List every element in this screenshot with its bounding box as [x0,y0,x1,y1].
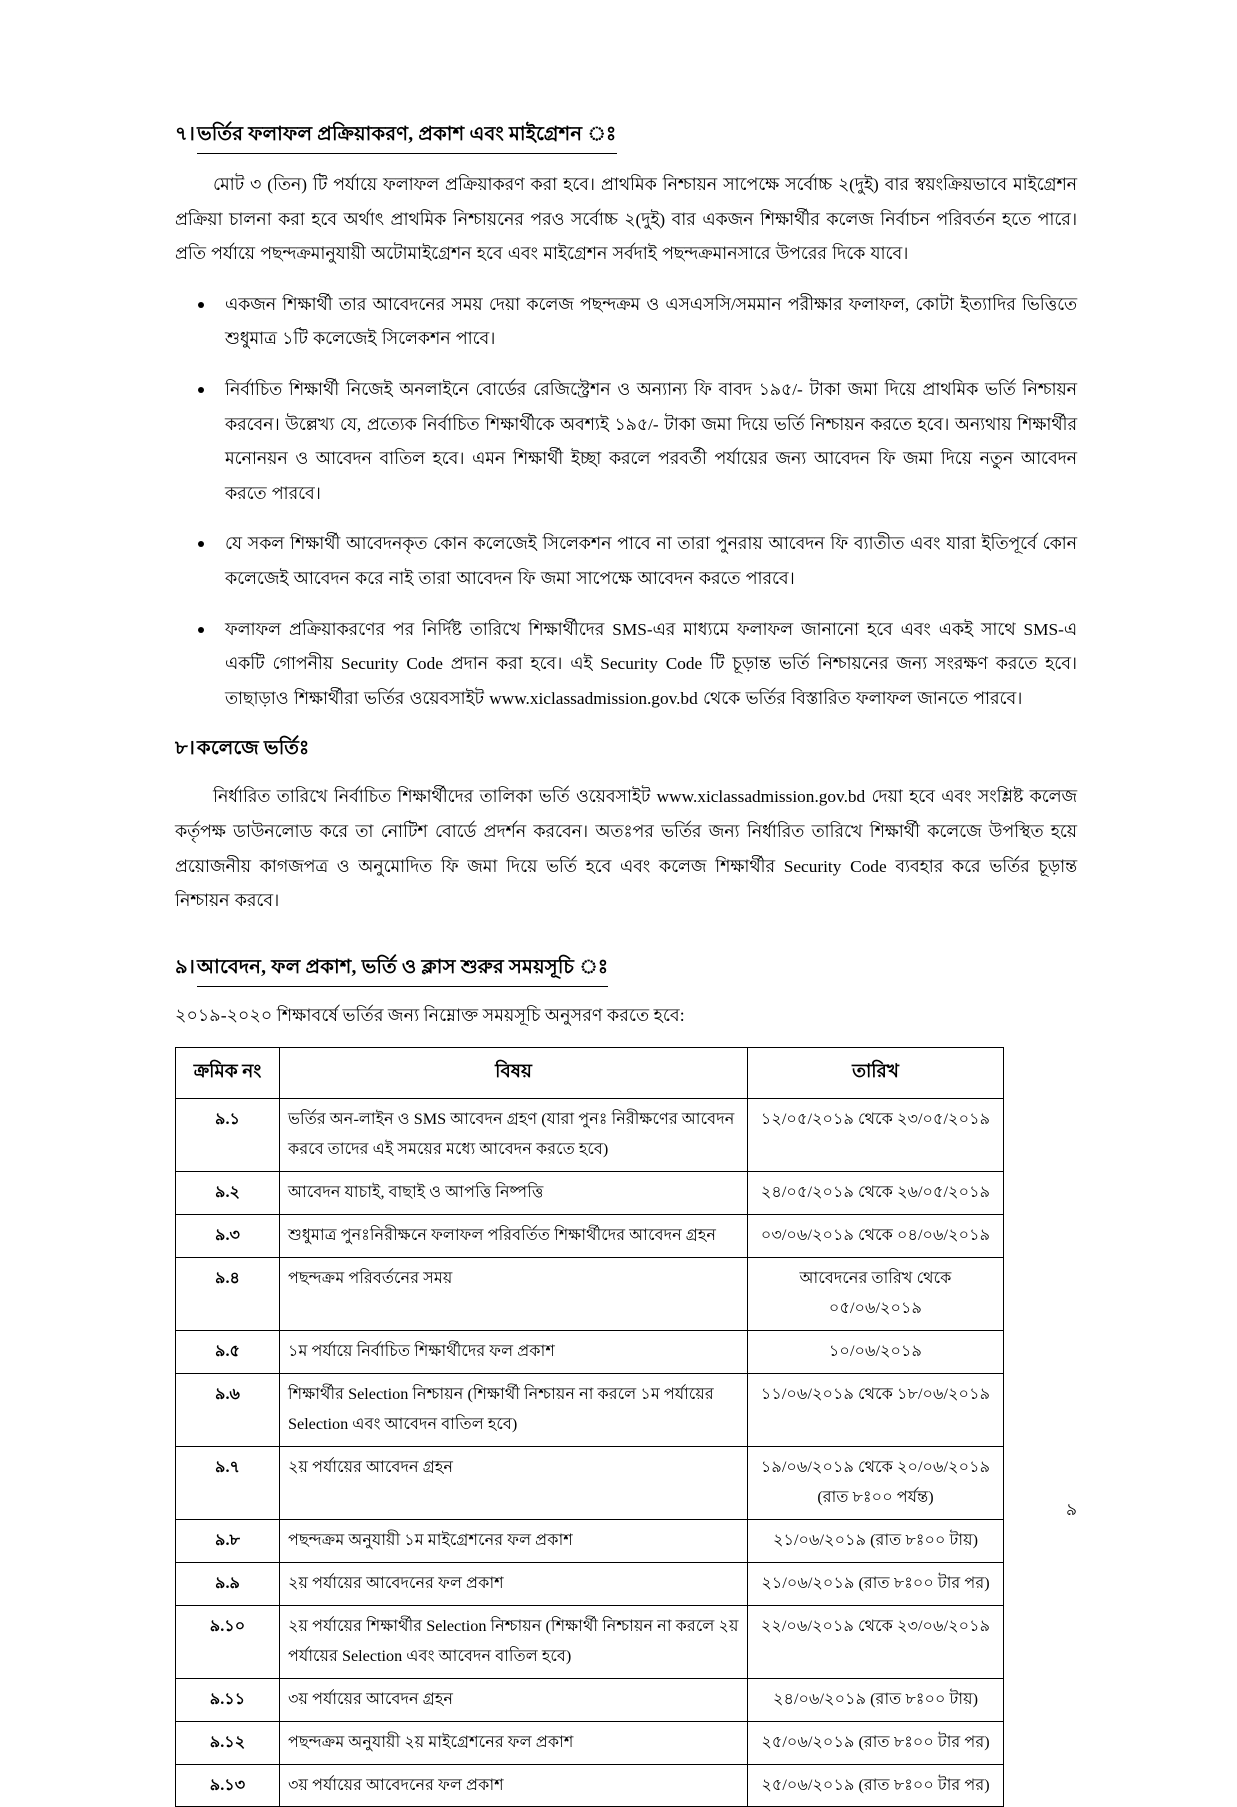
cell-subject: আবেদন যাচাই, বাছাই ও আপত্তি নিষ্পত্তি [280,1171,748,1214]
cell-serial: ৯.৭ [176,1446,280,1519]
column-header-date: তারিখ [748,1047,1004,1098]
section-9-heading [175,953,1077,987]
cell-subject: পছন্দক্রম অনুযায়ী ১ম মাইগ্রেশনের ফল প্রকাশ [280,1519,748,1562]
cell-serial: ৯.১৩ [176,1764,280,1807]
cell-date: ২২/০৬/২০১৯ থেকে ২৩/০৬/২০১৯ [748,1605,1004,1678]
list-item: নির্বাচিত শিক্ষার্থী নিজেই অনলাইনে বোর্ডের রেজিস্ট্রেশন ও অন্যান্য ফি বাবদ ১৯৫/- টাকা জমা দিয়ে প্রাথমিক ভর্তি নিশ্চায়ন করবেন। উল্লেখ্য যে, প্রত্যেক নির্বাচিত শিক্ষার্থীকে অবশ্যই ১৯৫/- টাকা জমা দিয়ে ভর্তি নিশ্চায়ন করতে হবে। অন্যথায় শিক্ষার্থীর মনোনয়ন ও আবেদন বাতিল হবে। এমন শিক্ষার্থী ইচ্ছা করলে পরবর্তী পর্যায়ের জন্য আবেদন ফি জমা দিয়ে নতুন আবেদন করতে পারবে। [175,373,1077,511]
cell-date: ১১/০৬/২০১৯ থেকে ১৮/০৬/২০১৯ [748,1373,1004,1446]
table-row [176,1605,1004,1678]
cell-subject: ১ম পর্যায়ে নির্বাচিত শিক্ষার্থীদের ফল প্রকাশ [280,1330,748,1373]
section-9-title: আবেদন, ফল প্রকাশ, ভর্তি ও ক্লাস শুরুর সময়সূচি ঃ [197,953,608,987]
table-row [176,1257,1004,1330]
cell-date: ২১/০৬/২০১৯ (রাত ৮ঃ০০ টায়) [748,1519,1004,1562]
cell-date: ০৩/০৬/২০১৯ থেকে ০৪/০৬/২০১৯ [748,1214,1004,1257]
cell-subject: ভর্তির অন-লাইন ও SMS আবেদন গ্রহণ (যারা পুনঃ নিরীক্ষণের আবেদন করবে তাদের এই সময়ের মধ্যে আবেদন করতে হবে) [280,1099,748,1172]
cell-date: ২১/০৬/২০১৯ (রাত ৮ঃ০০ টার পর) [748,1562,1004,1605]
cell-date-line2: (রাত ৮ঃ০০ পর্যন্ত) [817,1487,934,1506]
table-row [176,1519,1004,1562]
cell-date: ২৪/০৫/২০১৯ থেকে ২৬/০৫/২০১৯ [748,1171,1004,1214]
cell-subject: পছন্দক্রম অনুযায়ী ২য় মাইগ্রেশনের ফল প্রকাশ [280,1721,748,1764]
list-item: ফলাফল প্রক্রিয়াকরণের পর নির্দিষ্ট তারিখে শিক্ষার্থীদের SMS-এর মাধ্যমে ফলাফল জানানো হবে এবং একই সাথে SMS-এ একটি গোপনীয় Security Code প্রদান করা হবে। এই Security Code টি চূড়ান্ত ভর্তি নিশ্চায়নের জন্য সংরক্ষণ করতে হবে। তাছাড়াও শিক্ষার্থীরা ভর্তির ওয়েবসাইট www.xiclassadmission.gov.bd থেকে ভর্তির বিস্তারিত ফলাফল জানতে পারবে। [175,613,1077,717]
table-row [176,1373,1004,1446]
column-header-subject: বিষয় [280,1047,748,1098]
cell-subject: পছন্দক্রম পরিবর্তনের সময় [280,1257,748,1330]
cell-date: ১০/০৬/২০১৯ [748,1330,1004,1373]
section-8-heading [175,734,1077,766]
cell-date-line1: ১৯/০৬/২০১৯ থেকে ২০/০৬/২০১৯ [760,1457,991,1476]
list-item: যে সকল শিক্ষার্থী আবেদনকৃত কোন কলেজেই সিলেকশন পাবে না তারা পুনরায় আবেদন ফি ব্যাতীত এবং যারা ইতিপূর্বে কোন কলেজেই আবেদন করে নাই তারা আবেদন ফি জমা সাপেক্ষে আবেদন করতে পারবে। [175,527,1077,596]
cell-serial: ৯.৪ [176,1257,280,1330]
table-row [176,1099,1004,1172]
cell-date: ২৪/০৬/২০১৯ (রাত ৮ঃ০০ টায়) [748,1678,1004,1721]
section-7-title: ভর্তির ফলাফল প্রক্রিয়াকরণ, প্রকাশ এবং মাইগ্রেশন ঃ [197,120,616,154]
cell-subject: ৩য় পর্যায়ের আবেদনের ফল প্রকাশ [280,1764,748,1807]
cell-subject: ২য় পর্যায়ের আবেদনের ফল প্রকাশ [280,1562,748,1605]
section-9-intro: ২০১৯-২০২০ শিক্ষাবর্ষে ভর্তির জন্য নিম্নোক্ত সময়সূচি অনুসরণ করতে হবে: [175,1004,685,1025]
table-row [176,1721,1004,1764]
cell-date: ২৫/০৬/২০১৯ (রাত ৮ঃ০০ টার পর) [748,1721,1004,1764]
list-item: একজন শিক্ষার্থী তার আবেদনের সময় দেয়া কলেজ পছন্দক্রম ও এসএসসি/সমমান পরীক্ষার ফলাফল, কোটা ইত্যাদির ভিত্তিতে শুধুমাত্র ১টি কলেজেই সিলেকশন পাবে। [175,288,1077,357]
cell-subject: ২য় পর্যায়ের শিক্ষার্থীর Selection নিশ্চায়ন (শিক্ষার্থী নিশ্চায়ন না করলে ২য় পর্যায়ের Selection এবং আবেদন বাতিল হবে) [280,1605,748,1678]
cell-subject: শুধুমাত্র পুনঃনিরীক্ষনে ফলাফল পরিবর্তিত শিক্ষার্থীদের আবেদন গ্রহন [280,1214,748,1257]
cell-serial: ৯.১ [176,1099,280,1172]
cell-subject: ২য় পর্যায়ের আবেদন গ্রহন [280,1446,748,1519]
section-8-paragraph: নির্ধারিত তারিখে নির্বাচিত শিক্ষার্থীদের তালিকা ভর্তি ওয়েবসাইট www.xiclassadmission.gov.bd দেয়া হবে এবং সংশ্লিষ্ট কলেজ কর্তৃপক্ষ ডাউনলোড করে তা নোটিশ বোর্ডে প্রদর্শন করবেন। অতঃপর ভর্তির জন্য নির্ধারিত তারিখে শিক্ষার্থী কলেজে উপস্থিত হয়ে প্রয়োজনীয় কাগজপত্র ও অনুমোদিত ফি জমা দিয়ে ভর্তি হবে এবং কলেজ শিক্ষার্থীর Security Code ব্যবহার করে ভর্তির চূড়ান্ত নিশ্চায়ন করবে। [175,787,1077,911]
page-number: ৯ [1065,1500,1077,1519]
table-row [176,1678,1004,1721]
table-row [176,1214,1004,1257]
table-header-row [176,1047,1004,1098]
section-8-number: ৮। [175,738,196,760]
cell-subject: ৩য় পর্যায়ের আবেদন গ্রহন [280,1678,748,1721]
cell-serial: ৯.১২ [176,1721,280,1764]
table-row [176,1446,1004,1519]
cell-serial: ৯.১০ [176,1605,280,1678]
cell-date: ২৫/০৬/২০১৯ (রাত ৮ঃ০০ টার পর) [748,1764,1004,1807]
cell-serial: ৯.৮ [176,1519,280,1562]
table-row [176,1330,1004,1373]
section-7-paragraph: মোট ৩ (তিন) টি পর্যায়ে ফলাফল প্রক্রিয়াকরণ করা হবে। প্রাথমিক নিশ্চায়ন সাপেক্ষে সর্বোচ্চ ২(দুই) বার স্বয়ংক্রিয়ভাবে মাইগ্রেশন প্রক্রিয়া চালনা করা হবে অর্থাৎ প্রাথমিক নিশ্চায়নের পরও সর্বোচ্চ ২(দুই) বার একজন শিক্ষার্থীর কলেজ নির্বাচন পরিবর্তন হতে পারে। প্রতি পর্যায়ে পছন্দক্রমানুযায়ী অটোমাইগ্রেশন হবে এবং মাইগ্রেশন সর্বদাই পছন্দক্রমানসারে উপরের দিকে যাবে। [175,175,1077,264]
cell-date [748,1446,1004,1519]
cell-date: আবেদনের তারিখ থেকে ০৫/০৬/২০১৯ [748,1257,1004,1330]
section-9-number: ৯। [175,956,196,978]
section-7-bullet-list [175,288,1077,717]
section-7-number: ৭। [175,124,196,145]
cell-serial: ৯.৯ [176,1562,280,1605]
cell-serial: ৯.২ [176,1171,280,1214]
schedule-table [175,1047,1004,1807]
section-8-title: কলেজে ভর্তিঃ [197,738,310,760]
schedule-table-body [176,1099,1004,1807]
column-header-serial: ক্রমিক নং [176,1047,280,1098]
cell-serial: ৯.৩ [176,1214,280,1257]
cell-subject: শিক্ষার্থীর Selection নিশ্চায়ন (শিক্ষার্থী নিশ্চায়ন না করলে ১ম পর্যায়ের Selection এবং আবেদন বাতিল হবে) [280,1373,748,1446]
cell-serial: ৯.১১ [176,1678,280,1721]
table-row [176,1562,1004,1605]
cell-serial: ৯.৫ [176,1330,280,1373]
section-7-heading [175,120,1077,154]
table-row [176,1764,1004,1807]
cell-date: ১২/০৫/২০১৯ থেকে ২৩/০৫/২০১৯ [748,1099,1004,1172]
cell-serial: ৯.৬ [176,1373,280,1446]
table-row [176,1171,1004,1214]
